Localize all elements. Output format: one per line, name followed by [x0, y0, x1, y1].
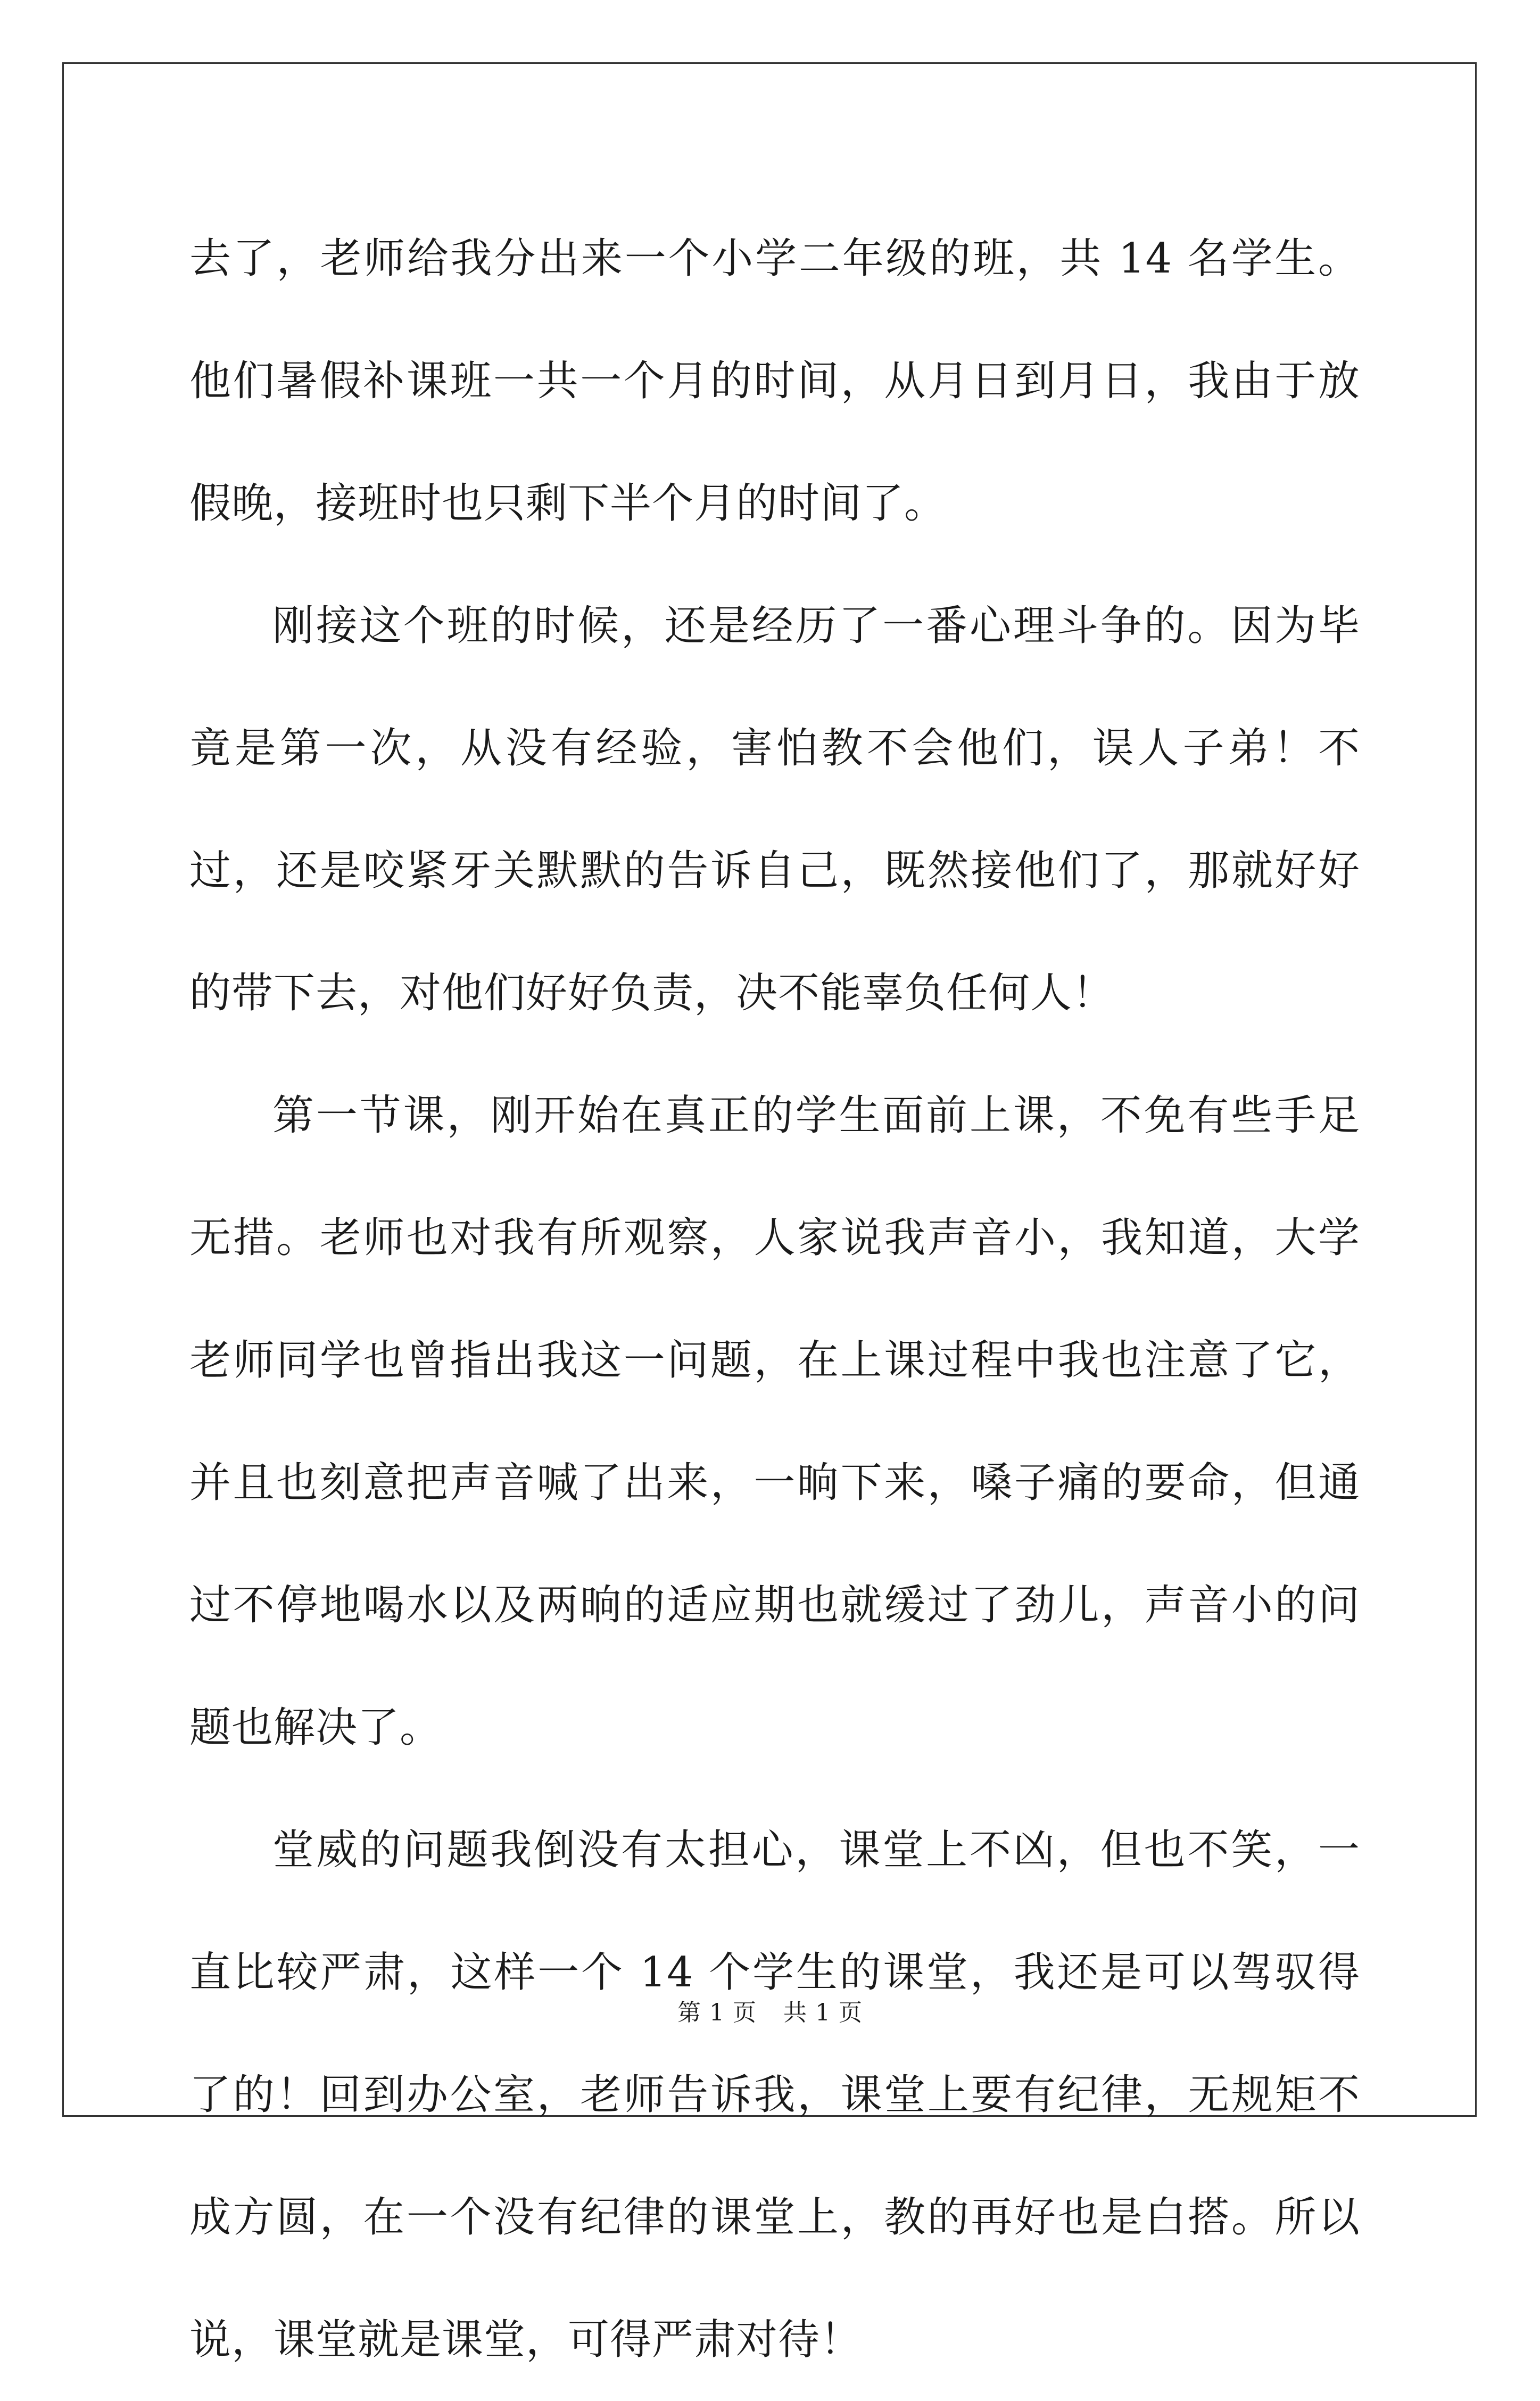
page-number-current: 第 1 页	[677, 1999, 757, 2026]
page-footer	[0, 1993, 1540, 2027]
page-number-total: 共 1 页	[783, 1999, 863, 2026]
paragraph-2: 刚接这个班的时候，还是经历了一番心理斗争的。因为毕竟是第一次，从没有经验，害怕教不会他们，误人子弟！不过，还是咬紧牙关默默的告诉自己，既然接他们了，那就好好的带下去，对他们好好负责，决不能辜负任何人！	[189, 602, 1360, 1017]
document-body	[189, 197, 1360, 2401]
paragraph-1: 去了，老师给我分出来一个小学二年级的班，共 14 名学生。他们暑假补课班一共一个月的时间，从月日到月日，我由于放假晚，接班时也只剩下半个月的时间了。	[189, 235, 1360, 527]
paragraph-4: 堂威的问题我倒没有太担心，课堂上不凶，但也不笑，一直比较严肃，这样一个 14 个学生的课堂，我还是可以驾驭得了的！回到办公室，老师告诉我，课堂上要有纪律，无规矩不成方圆，在一个没有纪律的课堂上，教的再好也是白搭。所以说，课堂就是课堂，可得严肃对待！	[189, 1826, 1360, 2364]
paragraph-3: 第一节课，刚开始在真正的学生面前上课，不免有些手足无措。老师也对我有所观察，人家说我声音小，我知道，大学老师同学也曾指出我这一问题，在上课过程中我也注意了它，并且也刻意把声音喊了出来，一晌下来，嗓子痛的要命，但通过不停地喝水以及两晌的适应期也就缓过了劲儿，声音小的问题也解决了。	[189, 1092, 1360, 1752]
